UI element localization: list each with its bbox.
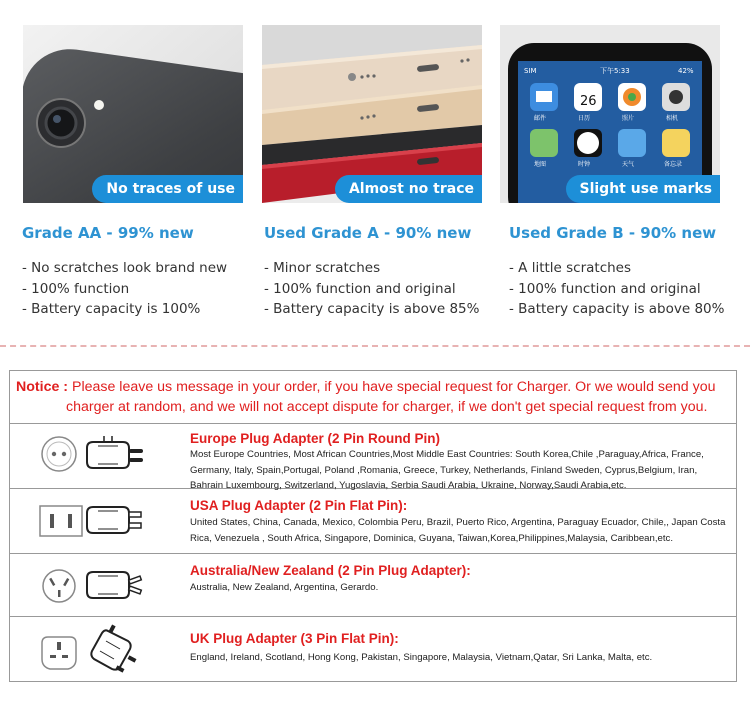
phone-front-photo [500, 25, 720, 203]
app-label: 天气 [622, 161, 635, 168]
plug-title: USA Plug Adapter (2 Pin Flat Pin): [190, 498, 408, 513]
grade-feature: - Battery capacity is above 80% [509, 301, 725, 317]
plug-countries: United States, China, Canada, Mexico, Colombia Peru, Brazil, Puerto Rico, Argentina, Paraguay Ecuador, Chile,, Japan Costa Rica, Venezuela , South Africa, Singapore, Dominica, Guyana, Taiwan,Korea,Philippines,Malaysia, Caribbean,etc. [190, 517, 726, 544]
condition-badge: Slight use marks [566, 175, 721, 203]
australia-plug-icon [38, 554, 168, 616]
notice-label: Notice : [16, 379, 69, 395]
phone-back-photo [23, 25, 243, 203]
grade-feature: - 100% function and original [509, 280, 701, 297]
grade-feature: - Battery capacity is above 85% [264, 301, 480, 317]
grade-title: Used Grade A - 90% new [264, 224, 472, 242]
section-divider [0, 345, 750, 347]
grade-feature-list [264, 258, 479, 320]
grade-feature: - 100% function and original [264, 280, 456, 297]
maps-app-icon [530, 129, 558, 157]
condition-badge: Almost no trace [335, 175, 482, 203]
notice-line-2: charger at random, and we will not accept dispute for charger, if we don't get special request from you. [66, 399, 708, 415]
app-label: 地图 [534, 161, 547, 168]
app-label: 照片 [622, 115, 635, 122]
notes-app-icon [662, 129, 690, 157]
grade-feature-list [509, 258, 724, 320]
plug-row-uk [10, 617, 736, 681]
app-label: 时钟 [578, 161, 591, 168]
uk-plug-icon [38, 617, 168, 681]
grade-feature: - 100% function [22, 280, 130, 297]
grade-title: Used Grade B - 90% new [509, 224, 717, 242]
notice-row [10, 371, 736, 424]
notice-line-1: Please leave us message in your order, if you have special request for Charger. Or we would send you [71, 379, 716, 395]
plug-countries: Australia, New Zealand, Argentina, Gerardo. [190, 582, 379, 593]
app-label: 日历 [578, 115, 591, 122]
grade-feature: - Minor scratches [264, 260, 381, 276]
grade-feature-list [22, 258, 227, 320]
plug-countries: Most Europe Countries, Most African Countries,Most Middle East Countries: South Korea,Chile ,Paraguay,Africa, France, Germany, Italy, Spain,Portugal, Poland ,Romania, Greece, Turkey, Netherlands, Finland Sweden, Cyprus,Belgium, Iran, Bahrain Luxembourg, Switzerland, Yugoslavia, Serbia Saudi Arabia, Ukraine, Norway,Saudi Arabia,etc. [190, 449, 704, 491]
grade-column-aa [14, 0, 244, 330]
notice-text [16, 377, 732, 417]
plug-title: UK Plug Adapter (3 Pin Flat Pin): [190, 631, 399, 646]
status-carrier: SIM [524, 67, 537, 75]
europe-plug-icon [38, 424, 168, 488]
plug-row-europe [10, 424, 736, 489]
plug-title: Europe Plug Adapter (2 Pin Round Pin) [190, 431, 441, 446]
stacked-phones-photo [262, 25, 482, 203]
grade-column-a [256, 0, 486, 330]
app-label: 邮件 [534, 115, 547, 122]
calendar-day: 26 [580, 94, 597, 109]
grade-feature: - Battery capacity is 100% [22, 301, 201, 317]
grade-title: Grade AA - 99% new [22, 224, 194, 242]
plug-countries: England, Ireland, Scotland, Hong Kong, Pakistan, Singapore, Malaysia, Vietnam,Qatar, Sri Lanka, Malta, etc. [190, 652, 653, 663]
plug-row-usa [10, 489, 736, 554]
condition-badge: No traces of use [92, 175, 243, 203]
status-battery: 42% [678, 67, 694, 75]
charger-notice-table [9, 370, 737, 682]
weather-app-icon [618, 129, 646, 157]
grade-feature: - A little scratches [509, 260, 632, 276]
grade-feature: - No scratches look brand new [22, 260, 228, 276]
app-label: 备忘录 [664, 161, 683, 168]
grade-column-b [500, 0, 730, 330]
status-time: 下午5:33 [600, 67, 630, 75]
usa-plug-icon [38, 489, 168, 553]
app-label: 相机 [666, 115, 679, 122]
plug-row-australia [10, 554, 736, 617]
plug-title: Australia/New Zealand (2 Pin Plug Adapter): [190, 563, 471, 578]
